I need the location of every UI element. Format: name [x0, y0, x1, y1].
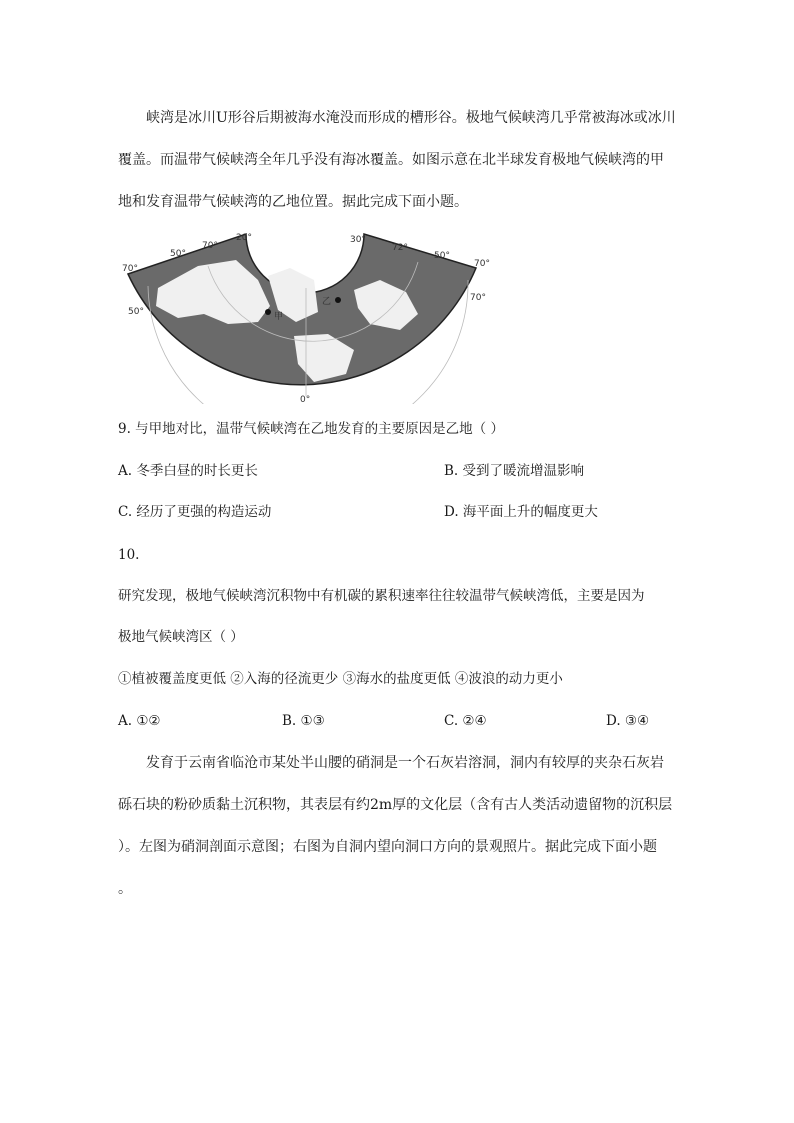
question-10-option-b: B. ①③ [282, 713, 325, 729]
question-9-option-c: C. 经历了更强的构造运动 [118, 504, 272, 520]
intro2-line-1: 发育于云南省临沧市某处半山腰的硝洞是一个石灰岩溶洞，洞内有较厚的夹杂石灰岩 [146, 755, 664, 771]
intro-line-3: 地和发育温带气候峡湾的乙地位置。据此完成下面小题。 [118, 194, 468, 210]
location-yi-label: 乙 [322, 297, 332, 307]
location-jia-marker [265, 309, 271, 315]
lon-label-20: 20° [236, 233, 252, 243]
question-10-option-a: A. ①② [118, 713, 161, 729]
intro2-line-2: 砾石块的粉砂质黏土沉积物，其表层有约2m厚的文化层（含有古人类活动遗留物的沉积层 [118, 797, 673, 813]
question-10-option-d: D. ③④ [606, 713, 650, 729]
question-10-option-c: C. ②④ [444, 713, 487, 729]
lon-label-50: 50° [170, 249, 186, 259]
question-10-stem-line-1: 研究发现，极地气候峡湾沉积物中有机碳的累积速率往往较温带气候峡湾低，主要是因为 [118, 588, 645, 604]
lon-label-72: 72° [392, 243, 408, 253]
question-9-stem: 9. 与甲地对比，温带气候峡湾在乙地发育的主要原因是乙地（ ） [118, 421, 504, 437]
lon-label-50-right: 50° [434, 251, 450, 261]
lon-label-30: 30° [350, 235, 366, 245]
lat-label-right-2: 70° [470, 293, 486, 303]
question-10-stem-line-2: 极地气候峡湾区（ ） [118, 629, 244, 645]
intro-line-1: 峡湾是冰川U形谷后期被海水淹没而形成的槽形谷。极地气候峡湾几乎常被海冰或冰川 [146, 110, 676, 126]
meridian-zero-label: 0° [300, 395, 311, 404]
intro2-line-3: ）。左图为硝洞剖面示意图；右图为自洞内望向洞口方向的景观照片。据此完成下面小题 [118, 839, 657, 855]
lat-label-left: 70° [122, 264, 138, 274]
question-10-number: 10. [118, 547, 140, 563]
question-9-option-b: B. 受到了暖流增温影响 [444, 463, 585, 479]
lat-label-right: 70° [474, 259, 490, 269]
question-9-option-d: D. 海平面上升的幅度更大 [444, 504, 598, 520]
location-yi-marker [335, 297, 341, 303]
lon-label-70: 70° [202, 241, 218, 251]
intro2-line-4: 。 [118, 881, 132, 897]
lat-label-left-2: 50° [128, 307, 144, 317]
intro-line-2: 覆盖。而温带气候峡湾全年几乎没有海冰覆盖。如图示意在北半球发育极地气候峡湾的甲 [118, 152, 664, 168]
location-jia-label: 甲 [274, 312, 284, 322]
question-9-option-a: A. 冬季白昼的时长更长 [118, 463, 258, 479]
question-10-items: ①植被覆盖度更低 ②入海的径流更少 ③海水的盐度更低 ④波浪的动力更小 [118, 671, 563, 687]
fjord-location-map [118, 226, 490, 404]
